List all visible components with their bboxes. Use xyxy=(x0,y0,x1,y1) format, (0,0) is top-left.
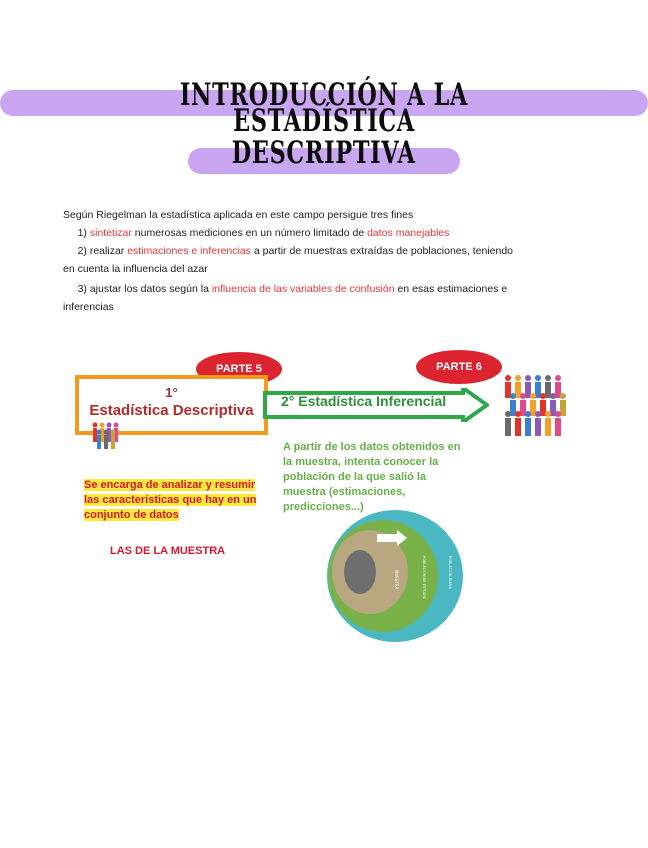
circle-label-target: POBLACIÓN DIANA xyxy=(448,556,452,589)
page-subtitle: DESCRIPTIVA xyxy=(232,135,416,171)
badge-part-5: PARTE 5 xyxy=(196,352,282,386)
intro-item-3: 3) ajustar los datos según la influencia de las variables de confusión en esas estimaciones e inferencias xyxy=(63,283,508,313)
intro-item-2: 2) realizar estimaciones e inferencias a partir de muestras extraídas de poblaciones, teniendo en cuenta la influencia del azar xyxy=(63,245,514,275)
large-crowd-icon xyxy=(500,372,570,442)
intro-lead: Según Riegelman la estadística aplicada en este campo persigue tres fines xyxy=(63,209,414,221)
descriptive-description: Se encarga de analizar y resumir las características que hay en un conjunto de datos xyxy=(84,479,257,521)
inferential-label: 2° Estadística Inferencial xyxy=(281,393,447,409)
circle-label-study: POBLACIÓN DE ESTUDIO xyxy=(422,556,426,600)
population-circles-diagram xyxy=(325,508,465,644)
descriptive-number: 1° xyxy=(165,385,178,400)
small-crowd-icon xyxy=(90,421,126,451)
title-line-2 xyxy=(0,135,648,176)
inferential-description: A partir de los datos obtenidos en la muestra, intenta conocer la población de la que salió la muestra (estimaciones, predicciones...) xyxy=(283,441,461,513)
circle-label-sample: MUESTRA xyxy=(394,570,399,590)
badge-part-6: PARTE 6 xyxy=(416,350,502,384)
descriptive-sample-note: LAS DE LA MUESTRA xyxy=(110,545,226,557)
intro-item-1: 1) sintetizar numerosas mediciones en un número limitado de datos manejables xyxy=(77,227,450,239)
descriptive-label: Estadística Descriptiva xyxy=(89,402,254,419)
page-title: INTRODUCCIÓN A LA ESTADÍSTICA xyxy=(179,77,469,139)
